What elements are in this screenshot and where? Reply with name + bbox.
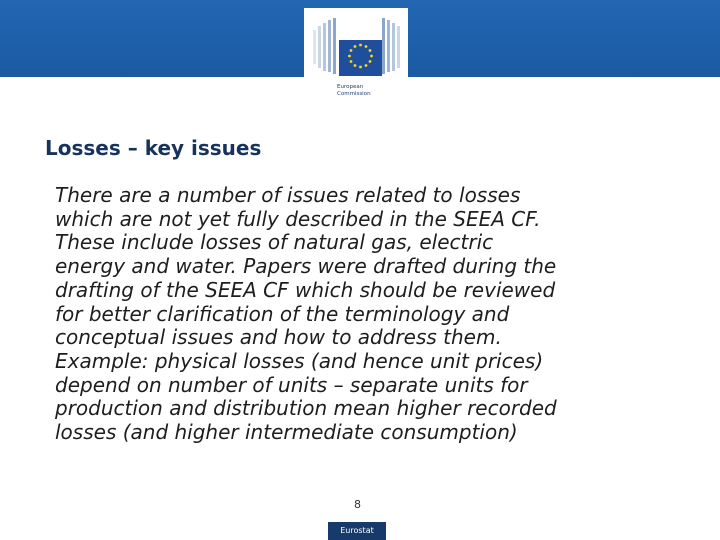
paragraph-1-line: for better clarification of the terminology and [55,301,510,326]
slide-body [55,184,705,445]
paragraph-1-line: energy and water. Papers were drafted during the [55,254,557,279]
european-commission-logo [304,8,408,100]
page-number: 8 [354,498,361,511]
logo-label: European Commission [337,84,371,97]
paragraph-1-line: drafting of the SEEA CF which should be reviewed [55,277,556,302]
paragraph-2-line: Example: physical losses (and hence unit prices) [55,348,544,373]
paragraph-1-line: These include losses of natural gas, electric [55,230,494,255]
paragraph-2-line: losses (and higher intermediate consumption) [55,420,518,445]
paragraph-1-line: There are a number of issues related to losses [55,183,521,207]
paragraph-2-line: depend on number of units – separate units for [55,372,528,397]
paragraph-1-line: conceptual issues and how to address them. [55,325,502,350]
slide-title: Losses – key issues [45,136,262,160]
eurostat-badge: Eurostat [328,522,386,540]
paragraph-1-line: which are not yet fully described in the SEEA CF. [55,206,541,231]
paragraph-2-line: production and distribution mean higher recorded [55,396,557,421]
